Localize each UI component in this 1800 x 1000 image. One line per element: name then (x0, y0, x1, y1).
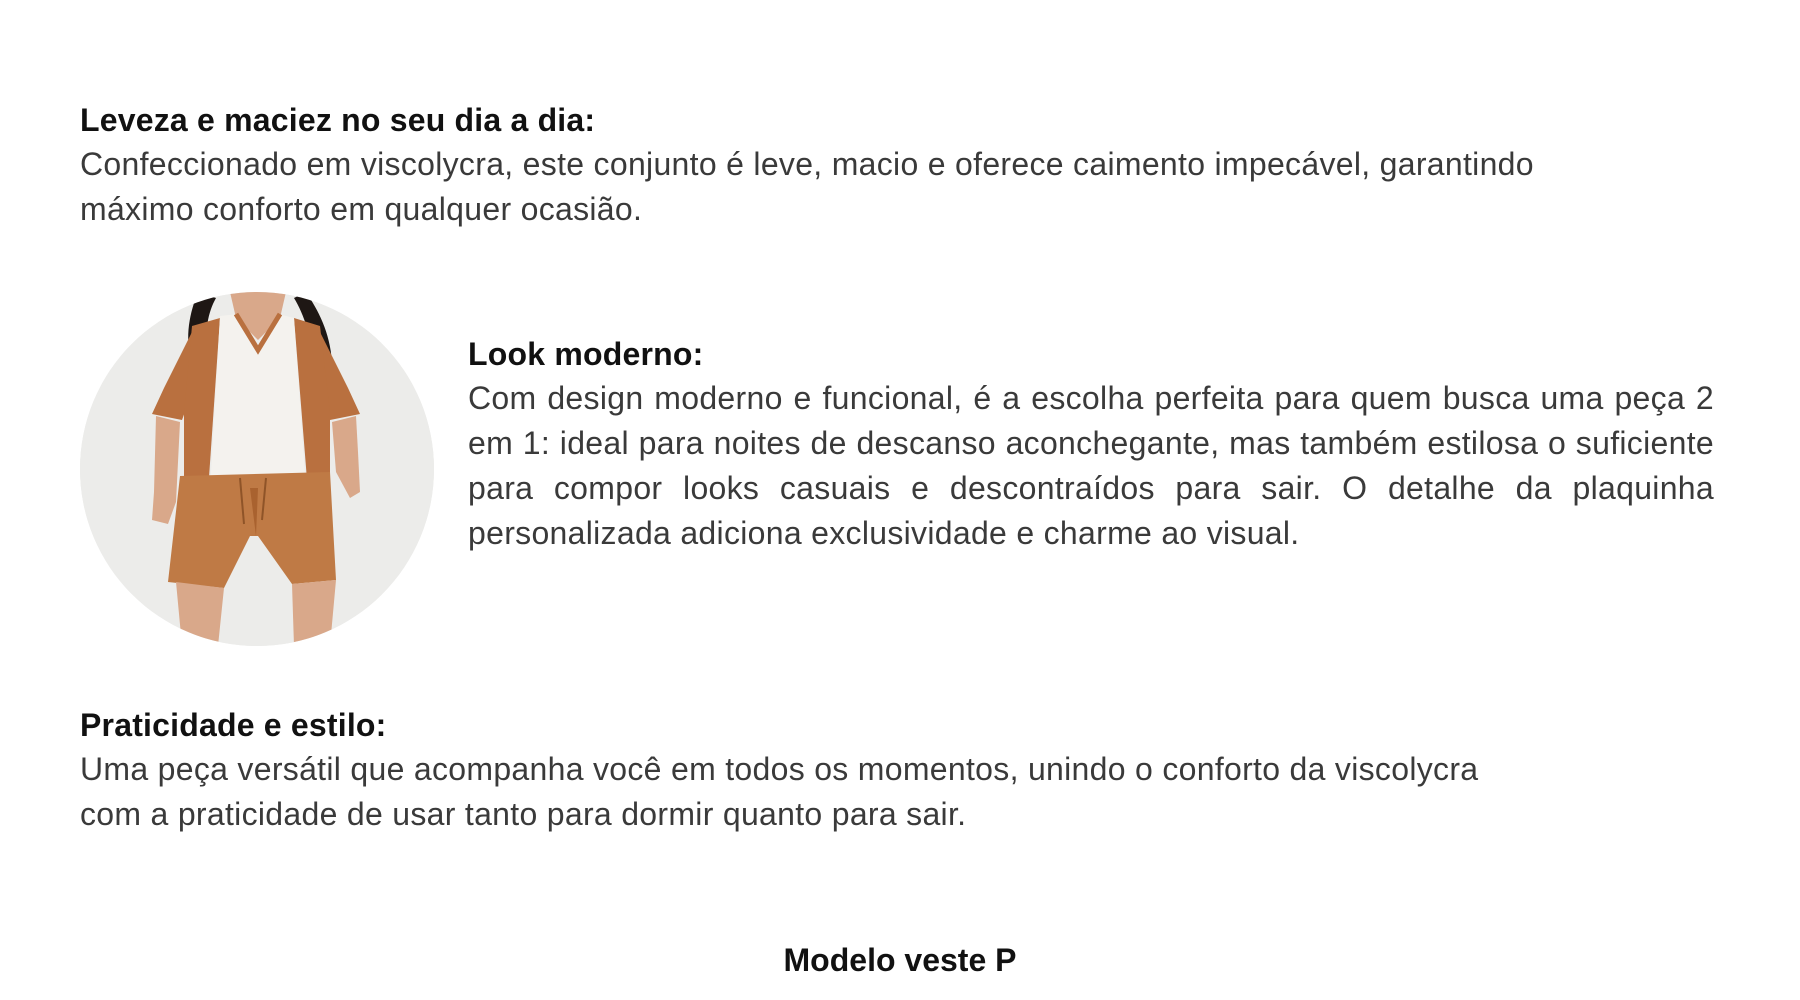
section-leveza (80, 98, 1580, 232)
section-heading: Look moderno: (468, 336, 704, 372)
section-body: Com design moderno e funcional, é a escolha perfeita para quem busca uma peça 2 em 1: ideal para noites de descanso aconchegante, mas também estilosa o suficiente para compor looks casuais e descontraídos para sair. O detalhe da plaquinha personalizada adiciona exclusividade e charme ao visual. (468, 380, 1714, 551)
section-praticidade (80, 703, 1580, 837)
model-size-note: Modelo veste P (783, 942, 1017, 978)
section-body: Uma peça versátil que acompanha você em todos os momentos, unindo o conforto da viscolycra com a praticidade de usar tanto para dormir quanto para sair. (80, 751, 1479, 832)
section-heading: Leveza e maciez no seu dia a dia: (80, 102, 596, 138)
section-heading: Praticidade e estilo: (80, 707, 387, 743)
section-body: Confeccionado em viscolycra, este conjunto é leve, macio e oferece caimento impecável, garantindo máximo conforto em qualquer ocasião. (80, 146, 1534, 227)
section-look-moderno (468, 332, 1714, 556)
product-photo (80, 292, 434, 646)
